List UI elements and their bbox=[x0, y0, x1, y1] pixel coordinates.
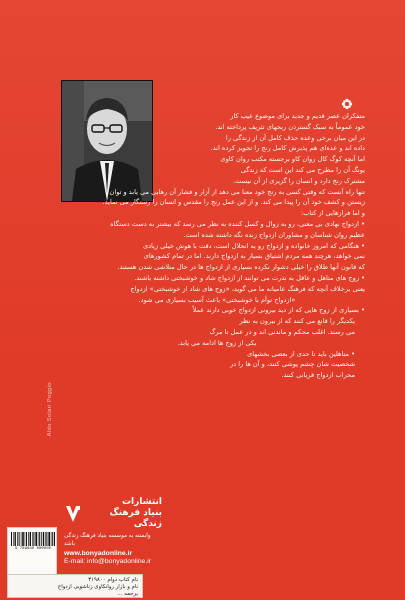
text-line: یونگ آن را مطرح می کند این است که زندگی bbox=[240, 165, 365, 174]
text-line: که قانون آنها طلاق را خیلی دشوار نکرده بسیاری از ازدواج ها در حال متلاشی شدن هستند. bbox=[117, 263, 365, 272]
text-line: • ازدواج نهادی بی معنی، رو به زوال و کسل کننده به نظر می رسد که بیشتر به دست دستگاه bbox=[110, 219, 365, 228]
publisher-block bbox=[64, 497, 162, 565]
barcode-icon bbox=[11, 532, 55, 546]
text-line: تنها راه آنست که وقتی کسی به رنج خود معنا می دهد از آزار و فشار آن رهایی می یابد و توان bbox=[109, 187, 365, 196]
text-line: مشترک رنج دارد و انسان را گزیری از آن نیست. bbox=[233, 176, 365, 185]
text-line: اما آنچه کوگ کال روان کاو برجسته مکتب روان کاوی bbox=[220, 155, 365, 164]
text-line: • هنگامی که امروز خانواده و ازدواج رو به انحلال است، دقت با هوش خیلی زیادی bbox=[142, 241, 365, 250]
photo-credit: Aldo Solari Poggio bbox=[47, 382, 53, 437]
publisher-name: انتشارات bbox=[122, 497, 162, 507]
publisher-name-2: بنیاد فرهنگ زندگی bbox=[109, 508, 162, 529]
text-line: متفکران عصر قدیم و جدید برای موضوع عیب کار bbox=[230, 112, 365, 120]
text-line: • زوج های متاهل و عاقل به ندرت می توانند از ازدواج شاد و خوشبختی داشته باشند. bbox=[134, 273, 365, 282]
price-label-line: یرجمه ... bbox=[117, 591, 138, 597]
price-label-line: نام کتاب دوام ۳۱۹۸۰۰ bbox=[88, 577, 138, 583]
publisher-email: E-mail: info@bonyadonline.ir bbox=[64, 558, 151, 565]
text-line: داده اند و عده‌ای هم پذیرش کامل رنج را تجویز کرده اند. bbox=[210, 144, 365, 153]
text-line: زیستن و کشف خود آن را پیدا می کند. و از این عمل رنج را مقدس و انسان را رستگار می نماید. bbox=[102, 198, 365, 207]
back-cover-text bbox=[69, 112, 365, 382]
text-line: عظیم روان شناسان و مشاوران ازدواج زنده نگه داشته شده است. bbox=[183, 230, 365, 239]
flower-ornament-icon bbox=[341, 98, 353, 110]
text-line: • بسیاری از زوج هایی که از دید بیرونی ازدواج خوبی دارند عملاً bbox=[192, 306, 365, 315]
publisher-affiliation: وابسته به موسسه بنیاد فرهنگ زندگی باشد bbox=[64, 533, 151, 547]
text-line: شخصیت شان چشم پوشی کنند، و آن ها را در bbox=[229, 360, 355, 369]
text-line: یعنی برخلاف آنچه که فرهنگ عامیانه ما می گوید، «زوج های شاد از خوشبختی» ازدواج bbox=[130, 284, 365, 293]
text-line: یکی از زوج ها ادامه می یابد. bbox=[177, 338, 257, 347]
barcode-digits: 9 789640 000000 bbox=[14, 547, 51, 551]
text-line: یکدیگر را قانع می کنند که از بیرون به نظر bbox=[239, 317, 355, 326]
text-line: نمی خواهد، هرچند همه مردم اشتیاق بسیار به ازدواج دارند. اما در تمام کشورهای bbox=[143, 252, 365, 261]
text-line: «ازدواج توأم با خوشبختی» باعث آسیب بسیاری می شود. bbox=[138, 295, 296, 304]
text-line: و اما فرازهایی از کتاب: bbox=[300, 209, 365, 218]
text-line: محراب ازدواج قربانی کنند. bbox=[281, 371, 355, 380]
publisher-logo-icon bbox=[64, 504, 82, 524]
text-line: در این میان برخی وعده حذف کامل آن از زندگی را bbox=[225, 133, 365, 142]
text-line: می رسند. اغلب محکم و ماندنی اند و در عمل تا مرگ bbox=[209, 327, 355, 336]
publisher-website: www.bonyadonline.ir bbox=[64, 550, 133, 557]
price-label bbox=[7, 574, 143, 598]
text-line: • متاهلین باید تا حدی از بعضی بخشهای bbox=[247, 349, 355, 358]
price-label-line: نام و بازار روانکاوی زناشویی ازدواج bbox=[57, 584, 138, 590]
text-line: خود عموماً به سبک گستردن ریحهای تثریف پرداخته اند. bbox=[215, 122, 365, 131]
